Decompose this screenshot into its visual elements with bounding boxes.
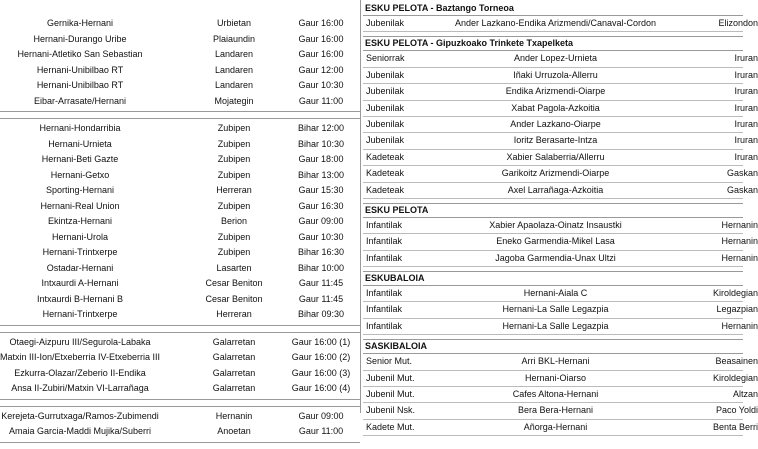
match-teams: Hernani-Unibilbao RT (36, 64, 124, 75)
match-venue: Zubipen (217, 154, 251, 164)
fixture-venue: Iruran (734, 102, 758, 113)
match-group (0, 14, 360, 112)
match-venue: Cesar Beniton (205, 278, 263, 288)
fixture-category: Jubenil Mut. (366, 372, 415, 383)
fixture-row (363, 150, 758, 166)
section-title: ESKU PELOTA - Baztango Torneoa (363, 2, 743, 16)
fixture-row (363, 101, 758, 117)
fixture-venue: Altzan (732, 389, 758, 400)
match-row (0, 137, 360, 153)
right-schedule-panel (363, 2, 758, 436)
match-group (0, 118, 360, 326)
fixture-players: Hernani-La Salle Legazpia (502, 304, 609, 315)
fixture-players: Hernani-La Salle Legazpia (502, 320, 609, 331)
match-row (0, 168, 360, 184)
match-venue: Zubipen (217, 200, 251, 211)
match-venue: Landaren (214, 64, 254, 75)
match-time: Bihar 09:30 (297, 309, 345, 319)
match-row (0, 199, 360, 215)
fixture-row (363, 420, 758, 436)
fixture-category: Infantilak (366, 236, 403, 247)
match-time: Gaur 16:00 (298, 33, 344, 44)
fixture-category: Kadeteak (366, 151, 405, 162)
match-teams: Hernani-Unibilbao RT (36, 80, 124, 90)
match-time: Gaur 09:00 (298, 216, 344, 226)
fixture-players: Xabat Pagola-Azkoitia (511, 102, 600, 113)
match-time: Gaur 16:00 (1) (291, 336, 351, 347)
fixture-row (363, 302, 758, 318)
match-venue: Herreran (216, 185, 252, 195)
fixture-venue: Beasainen (715, 356, 758, 367)
fixture-category: Infantilak (366, 288, 403, 299)
fixture-row (363, 234, 758, 250)
fixture-players: Garikoitz Arizmendi-Oiarpe (501, 168, 610, 179)
fixture-row (363, 68, 758, 84)
fixture-venue: Paco Yoldi (715, 405, 758, 416)
match-teams: Ekintza-Hernani (47, 216, 113, 226)
match-teams: Eibar-Arrasate/Hernani (33, 95, 127, 106)
fixture-category: Kadete Mut. (366, 421, 415, 432)
match-teams: Matxin III-Ion/Etxeberria IV-Etxeberria III (0, 352, 161, 362)
fixture-venue: Iruran (734, 53, 758, 64)
fixture-players: Axel Larrañaga-Azkoitia (507, 184, 604, 195)
fixture-players: Arri BKL-Hernani (521, 356, 590, 367)
fixture-row (363, 133, 758, 149)
match-teams: Ostadar-Hernani (46, 262, 114, 273)
match-time: Gaur 16:00 (2) (291, 352, 351, 362)
match-row (0, 245, 360, 261)
match-teams: Hernani-Trintxerpe (42, 247, 118, 257)
match-teams: Hernani-Atletiko San Sebastian (17, 49, 143, 59)
fixture-venue: Elizondon (718, 18, 758, 28)
fixture-players: Ander Lopez-Urnieta (513, 53, 598, 64)
match-venue: Zubipen (217, 169, 251, 180)
match-row (0, 350, 360, 366)
match-venue: Mojategin (214, 95, 254, 106)
match-row (0, 214, 360, 230)
fixture-row (363, 251, 758, 267)
fixture-category: Jubenil Mut. (366, 389, 415, 400)
fixture-venue: Iruran (734, 151, 758, 162)
match-time: Bihar 16:30 (297, 247, 345, 257)
fixture-category: Infantilak (366, 252, 403, 263)
match-row (0, 121, 360, 137)
match-row (0, 424, 360, 440)
fixture-venue: Iruran (734, 86, 758, 97)
fixture-category: Jubenilak (366, 135, 405, 146)
match-time: Gaur 16:00 (4) (291, 383, 351, 393)
match-row (0, 63, 360, 79)
sport-section (363, 203, 758, 267)
match-time: Bihar 13:00 (297, 169, 345, 180)
match-time: Gaur 11:00 (298, 95, 344, 106)
match-venue: Zubipen (217, 247, 251, 257)
match-teams: Gernika-Hernani (46, 18, 114, 28)
fixture-venue: Hernanin (721, 219, 758, 230)
fixture-venue: Kiroldegian (712, 288, 758, 299)
match-row (0, 307, 360, 323)
fixture-venue: Iruran (734, 118, 758, 129)
fixture-category: Seniorrak (366, 53, 405, 64)
fixture-players: Endika Arizmendi-Oiarpe (505, 86, 606, 97)
match-group (0, 332, 360, 400)
match-venue: Galarretan (212, 383, 256, 393)
fixture-row (363, 84, 758, 100)
fixture-players: Bera Bera-Hernani (517, 405, 594, 416)
sport-section (363, 271, 758, 335)
match-time: Bihar 10:00 (297, 262, 345, 273)
fixture-venue: Iruran (734, 135, 758, 146)
fixture-players: Xabier Salaberria/Allerru (506, 151, 605, 162)
fixture-players: Hernani-Oiarso (524, 372, 587, 383)
match-time: Gaur 11:45 (298, 293, 344, 304)
match-venue: Landaren (214, 80, 254, 90)
match-time: Gaur 09:00 (298, 410, 344, 421)
fixture-row (363, 117, 758, 133)
match-row (0, 409, 360, 425)
match-teams: Hernani-Real Union (40, 200, 120, 211)
fixture-players: Ioritz Berasarte-Intza (513, 135, 598, 146)
match-row (0, 78, 360, 94)
fixture-category: Jubenilak (366, 18, 405, 28)
fixture-row (363, 51, 758, 67)
match-teams: Ansa II-Zubiri/Matxin VI-Larrañaga (11, 383, 149, 393)
match-time: Gaur 12:00 (298, 64, 344, 75)
match-time: Gaur 15:30 (298, 185, 344, 195)
match-venue: Hernanin (215, 410, 253, 421)
fixture-players: Cafes Altona-Hernani (512, 389, 599, 400)
sport-section (363, 36, 758, 199)
fixture-row (363, 218, 758, 234)
fixture-players: Iñaki Urruzola-Allerru (513, 69, 598, 80)
match-teams: Sporting-Hernani (45, 185, 115, 195)
fixture-venue: Hernanin (721, 252, 758, 263)
match-row (0, 366, 360, 382)
fixture-venue: Iruran (734, 69, 758, 80)
match-row (0, 261, 360, 277)
fixture-category: Infantilak (366, 219, 403, 230)
match-venue: Zubipen (217, 123, 251, 133)
match-row (0, 183, 360, 199)
match-venue: Zubipen (217, 138, 251, 149)
match-teams: Hernani-Beti Gazte (41, 154, 119, 164)
match-teams: Kerejeta-Gurrutxaga/Ramos-Zubimendi (1, 410, 159, 421)
match-time: Gaur 18:00 (298, 154, 344, 164)
fixture-row (363, 183, 758, 199)
match-row (0, 276, 360, 292)
match-teams: Hernani-Durango Uribe (33, 33, 127, 44)
match-venue: Urbietan (216, 18, 252, 28)
match-venue: Lasarten (216, 262, 252, 273)
fixture-players: Xabier Apaolaza-Oinatz Insaustki (489, 219, 622, 230)
match-row (0, 152, 360, 168)
match-row (0, 292, 360, 308)
fixture-venue: Gaskan (726, 168, 758, 179)
fixture-venue: Kiroldegian (712, 372, 758, 383)
match-row (0, 94, 360, 110)
section-title: ESKUBALOIA (363, 272, 743, 286)
match-venue: Anoetan (217, 426, 251, 436)
fixture-players: Ander Lazkano-Oiarpe (510, 118, 601, 129)
sport-section (363, 2, 758, 32)
match-teams: Hernani-Hondarribia (39, 123, 121, 133)
fixture-venue: Hernanin (721, 320, 758, 331)
match-venue: Berion (220, 216, 247, 226)
match-teams: Intxaurdi B-Hernani B (36, 293, 124, 304)
fixture-venue: Legazpian (716, 304, 758, 315)
fixture-row (363, 371, 758, 387)
match-row (0, 47, 360, 63)
fixture-category: Infantilak (366, 304, 403, 315)
left-schedule-panel (0, 14, 360, 449)
match-time: Gaur 11:45 (298, 278, 344, 288)
fixture-row (363, 16, 758, 32)
fixture-row (363, 403, 758, 419)
match-teams: Hernani-Urnieta (48, 138, 112, 149)
match-teams: Ezkurra-Olazar/Zeberio II-Endika (14, 367, 146, 378)
match-time: Bihar 10:30 (297, 138, 345, 149)
fixture-category: Kadeteak (366, 184, 405, 195)
fixture-category: Jubenilak (366, 86, 405, 97)
match-teams: Amaia Garcia-Maddi Mujika/Suberri (8, 426, 152, 436)
fixture-venue: Gaskan (726, 184, 758, 195)
match-venue: Galarretan (212, 336, 256, 347)
fixture-players: Eneko Garmendia-Mikel Lasa (496, 236, 615, 247)
match-row (0, 335, 360, 351)
sport-section (363, 339, 758, 436)
match-teams: Hernani-Trintxerpe (42, 309, 118, 319)
match-venue: Herreran (216, 309, 252, 319)
fixture-venue: Hernanin (721, 236, 758, 247)
match-teams: Otaegi-Aizpuru III/Segurola-Labaka (9, 336, 151, 347)
match-venue: Galarretan (212, 367, 256, 378)
fixture-row (363, 286, 758, 302)
match-venue: Cesar Beniton (205, 293, 263, 304)
column-divider (360, 0, 361, 413)
match-venue: Galarretan (212, 352, 256, 362)
fixture-category: Jubenilak (366, 118, 405, 129)
match-venue: Landaren (214, 49, 254, 59)
match-time: Gaur 16:00 (3) (291, 367, 351, 378)
fixture-category: Jubenil Nsk. (366, 405, 416, 416)
match-row (0, 381, 360, 397)
fixture-venue: Benta Berri (712, 421, 758, 432)
match-time: Gaur 10:30 (298, 80, 344, 90)
match-venue: Zubipen (217, 231, 251, 242)
fixture-row (363, 319, 758, 335)
match-group (0, 406, 360, 443)
fixture-players: Ander Lazkano-Endika Arizmendi/Canaval-Cordon (454, 18, 657, 28)
fixture-players: Hernani-Aiala C (523, 288, 588, 299)
match-time: Gaur 10:30 (298, 231, 344, 242)
match-time: Gaur 16:00 (298, 49, 344, 59)
section-title: ESKU PELOTA (363, 204, 743, 218)
match-time: Gaur 16:30 (298, 200, 344, 211)
match-row (0, 16, 360, 32)
fixture-category: Infantilak (366, 320, 403, 331)
match-time: Bihar 12:00 (297, 123, 345, 133)
section-title: ESKU PELOTA - Gipuzkoako Trinkete Txapelketa (363, 37, 743, 51)
match-row (0, 230, 360, 246)
fixture-category: Jubenilak (366, 102, 405, 113)
match-venue: Plaiaundin (212, 33, 256, 44)
match-teams: Hernani-Getxo (50, 169, 110, 180)
match-time: Gaur 11:00 (298, 426, 344, 436)
match-time: Gaur 16:00 (298, 18, 344, 28)
fixture-row (363, 354, 758, 370)
match-row (0, 32, 360, 48)
fixture-players: Jagoba Garmendia-Unax Ultzi (495, 252, 616, 263)
fixture-category: Jubenilak (366, 69, 405, 80)
match-teams: Hernani-Urola (51, 231, 109, 242)
section-title: SASKIBALOIA (363, 340, 743, 354)
fixture-row (363, 166, 758, 182)
fixture-row (363, 387, 758, 403)
fixture-players: Añorga-Hernani (523, 421, 588, 432)
match-teams: Intxaurdi A-Hernani (41, 278, 119, 288)
fixture-category: Kadeteak (366, 168, 405, 179)
fixture-category: Senior Mut. (366, 356, 413, 367)
